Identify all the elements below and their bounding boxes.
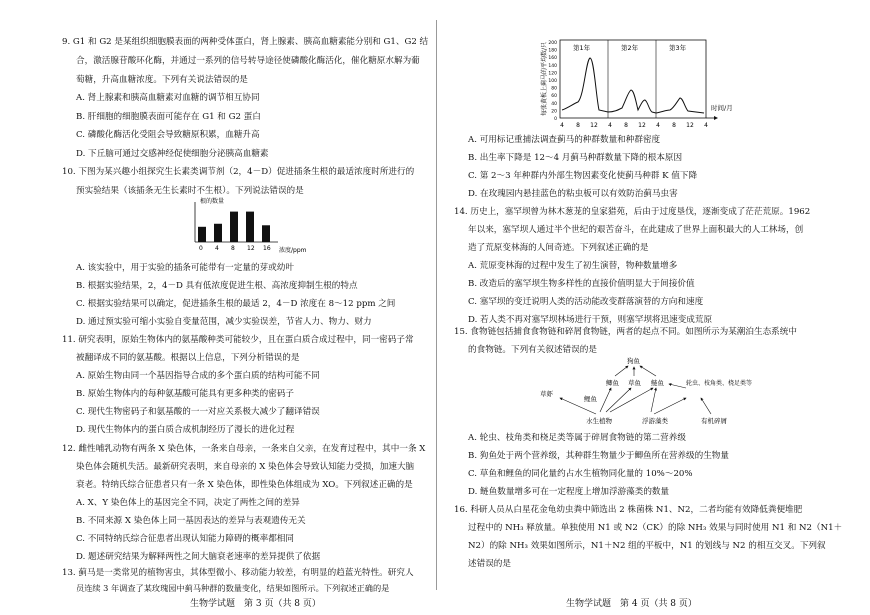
y-tick-40: 40 <box>551 101 557 107</box>
x-tick-7: 8 <box>672 122 676 129</box>
arrow-plants-to-grass-carp <box>606 388 631 412</box>
bar-tick-12: 12 <box>247 245 255 252</box>
q15-stem-line-1: 15. 食物链包括捕食食物链和碎屑食物链，两者的起点不同。如图所示为某潮泊生态系统中 <box>454 327 797 337</box>
q15-option-a: A. 轮虫、枝角类和桡足类等属于碎屑食物链的第二营养级 <box>468 433 686 443</box>
q13-stem-line-1: 13. 蓟马是一类常见的植物害虫，其体型微小、移动能力较差，有明显的趋蓝光特性。研究人 <box>62 568 414 578</box>
q15-stem-line-2: 的食物链。下列有关叙述错误的是 <box>468 345 597 355</box>
y-tick-20: 20 <box>551 109 557 115</box>
arrow-algae-to-silver-carp <box>651 388 656 412</box>
q11-option-d: D. 现代生物体内的蛋白质合成机制经历了漫长的进化过程 <box>76 425 295 435</box>
q9-stem-line-3: 萄糖，升高血糖浓度。下列有关说法错误的是 <box>76 75 248 85</box>
thrips-population-curve <box>562 58 704 113</box>
q13-option-a: A. 可用标记重捕法调查蓟马的种群数量和种群密度 <box>468 135 661 145</box>
arrow-plants-to-carp <box>610 388 653 412</box>
root-count-bar-chart <box>180 196 307 256</box>
arrow-zooplankton-to-silver-carp <box>669 384 686 388</box>
q10-stem-line-2: 预实验结果（该插条无生长素时不生根）。下列说法错误的是 <box>76 186 304 196</box>
q12-option-a: A. X、Y 染色体上的基因完全不同，决定了两性之间的差异 <box>76 498 300 508</box>
q10-option-d: D. 通过预实验可缩小实验自变量范围，减少实验误差，节省人力、物力、财力 <box>76 317 372 327</box>
q14-stem-line-3: 造了荒原变林海的人间奇迹。下列叙述正确的是 <box>468 243 649 253</box>
q13-option-d: D. 在玫瑰园内悬挂蓝色的粘虫板可以有效防治蓟马虫害 <box>468 189 678 199</box>
page-4-footer: 生物学试题 第 4 页（共 8 页） <box>566 599 697 609</box>
food-web-silver-carp: 鲢鱼 <box>651 379 664 387</box>
q9-option-b: B. 肝细胞的细胞膜表面可能存在 G1 和 G2 蛋白 <box>76 112 261 122</box>
q16-stem-line-1: 16. 科研人员从白星花金龟幼虫粪中筛选出 2 株菌株 N1、N2，二者均能有效降低粪便堆肥 <box>454 505 803 515</box>
q12-stem-line-1: 12. 雌性哺乳动物有两条 X 染色体，一条来自母亲，一条来自父亲，在发育过程中，其中一条 X <box>62 444 426 454</box>
q14-stem-line-1: 14. 历史上，塞罕坝曾为林木葱茏的皇家猎苑，后由于过度垦伐，逐渐变成了茫茫荒原。1962 <box>454 207 811 217</box>
q11-option-c: C. 现代生物密码子和氨基酸的一一对应关系极大减少了翻译错误 <box>76 407 320 417</box>
q9-option-a: A. 肾上腺素和胰高血糖素对血糖的调节相互协同 <box>76 93 260 103</box>
q10-stem-line-1: 10. 下图为某兴趣小组探究生长素类调节剂（2，4－D）促进插条生根的最适浓度时所进行的 <box>62 167 415 177</box>
q10-option-a: A. 该实验中，用于实验的插条可能带有一定量的芽或幼叶 <box>76 263 294 273</box>
q12-option-d: D. 题述研究结果为解释两性之间大脑衰老速率的差异提供了依据 <box>76 552 321 562</box>
q10-option-b: B. 根据实验结果，2，4－D 具有低浓度促进生根、高浓度抑制生根的特点 <box>76 281 358 291</box>
q16-stem-line-3: N2）的除 NH₃ 效果如图所示，N1＋N2 组的平板中，N1 的划线与 N2 的相互交叉。下列叙 <box>468 541 826 551</box>
q13-option-c: C. 第 2～3 年种群内外部生物因素变化使蓟马种群 K 值下降 <box>468 171 698 181</box>
q9-option-c: C. 磷酸化酶活化受阻会导致糖原积累，血糖升高 <box>76 130 260 140</box>
page-4 <box>436 0 870 615</box>
bar-chart-ylabel: 根的数量 <box>200 198 225 205</box>
y-tick-140: 140 <box>548 63 557 69</box>
bar-12 <box>246 212 254 242</box>
arrow-detritus-to-zooplankton <box>701 398 711 414</box>
x-tick-0: 4 <box>560 122 564 129</box>
panel-label-year-1: 第1年 <box>573 44 591 52</box>
q11-option-b: B. 原始生物体内的每种氨基酸可能具有更多种类的密码子 <box>76 389 295 399</box>
q9-stem-line-1: 9. G1 和 G2 是某组织细胞膜表面的两种受体蛋白，肾上腺素、胰高血糖素能分别和 G1、G2 结 <box>62 37 429 47</box>
bar-8 <box>230 212 238 242</box>
q16-stem-line-4: 述错误的是 <box>468 559 511 569</box>
q11-stem-line-2: 被翻译成不同的氨基酸。根据以上信息，下列分析错误的是 <box>76 353 300 363</box>
bar-tick-16: 16 <box>263 245 271 252</box>
q12-option-c: C. 不同特纳氏综合征患者出现认知能力障碍的概率都相同 <box>76 534 294 544</box>
y-tick-180: 180 <box>548 48 557 54</box>
arrow-algae-to-zooplankton <box>654 398 686 414</box>
x-tick-9: 4 <box>704 122 708 129</box>
arrow-silver-carp-to-pike <box>640 366 656 376</box>
bar-tick-8: 8 <box>231 245 235 252</box>
bar-16 <box>262 225 270 242</box>
food-web-shrimp: 草虾 <box>540 390 553 398</box>
food-web-algae: 浮游藻类 <box>642 417 668 425</box>
x-tick-4: 8 <box>624 122 628 129</box>
food-web-detritus: 有机碎屑 <box>701 417 727 425</box>
q16-stem-line-2: 过程中的 NH₃ 释放量。单独使用 N1 或 N2（CK）的除 NH₃ 效果与同时使用 N1 和 N2（N1＋ <box>468 523 843 533</box>
x-tick-1: 8 <box>576 122 580 129</box>
q15-option-d: D. 鲢鱼数量增多可在一定程度上增加浮游藻类的数量 <box>468 487 670 497</box>
x-tick-6: 4 <box>656 122 660 129</box>
bar-4 <box>214 224 222 242</box>
x-tick-8: 12 <box>686 122 694 129</box>
q14-option-b: B. 改造后的塞罕坝生物多样性的直接价值明显大于间接价值 <box>468 279 695 289</box>
q12-stem-line-2: 染色体会随机失活。最新研究表明，来自母亲的 X 染色体会导致认知能力受损，加速大脑 <box>76 462 415 472</box>
food-web-carp: 鲤鱼 <box>584 395 597 403</box>
q12-stem-line-3: 衰老。特纳氏综合征患者只有一条 X 染色体，即性染色体组成为 XO。下列叙述正确的是 <box>76 480 413 490</box>
thrips-population-chart <box>528 30 738 132</box>
x-tick-2: 12 <box>590 122 598 129</box>
x-axis-arrowhead <box>714 116 718 120</box>
bar-tick-4: 4 <box>215 245 219 252</box>
q13-option-b: B. 出生率下降是 12～4 月蓟马种群数量下降的根本原因 <box>468 153 683 163</box>
q10-option-c: C. 根据实验结果可以确定，促进插条生根的最适 2，4－D 浓度在 8～12 ppm 之间 <box>76 299 396 309</box>
y-tick-100: 100 <box>548 79 557 84</box>
food-web-pike: 狗鱼 <box>627 357 640 365</box>
q9-option-d: D. 下丘脑可通过交感神经促使细胞分泌胰高血糖素 <box>76 149 269 159</box>
q9-stem-line-2: 合，激活腺苷酸环化酶，并通过一系列的信号转导途径使磷酸化酶活化，催化糖原水解为葡 <box>76 56 420 66</box>
bar-tick-0: 0 <box>199 245 203 252</box>
panel-label-year-2: 第2年 <box>621 44 639 52</box>
bar-chart-xlabel: 浓度/ppm <box>279 247 307 254</box>
x-tick-3: 4 <box>608 122 612 129</box>
y-tick-60: 60 <box>551 94 557 100</box>
y-tick-80: 80 <box>551 86 557 92</box>
food-web-plants: 水生植物 <box>586 417 612 425</box>
q15-option-c: C. 草鱼和鲤鱼的同化量约占水生植物同化量的 10%～20% <box>468 469 693 479</box>
y-tick-120: 120 <box>548 71 557 77</box>
food-web-grass-carp: 草鱼 <box>628 379 641 387</box>
page-3-footer: 生物学试题 第 3 页（共 8 页） <box>190 599 321 609</box>
x-tick-5: 12 <box>638 122 646 129</box>
food-web-zooplankton: 轮虫、枝角类、桡足类等 <box>686 380 753 387</box>
line-chart-ylabel: 每张黄板上蓟马的平均数/只 <box>541 41 548 116</box>
food-web-diagram <box>536 354 776 430</box>
y-tick-200: 200 <box>548 41 557 46</box>
q14-option-d: D. 若人类不再对塞罕坝林场进行干预，则塞罕坝将迅速变成荒原 <box>468 315 713 325</box>
bar-0 <box>198 227 206 242</box>
y-tick-0: 0 <box>554 117 557 122</box>
q11-stem-line-1: 11. 研究表明，原始生物体内的氨基酸种类可能较少，且在蛋白质合成过程中，同一密码子常 <box>62 335 414 345</box>
y-tick-160: 160 <box>548 56 557 62</box>
q11-option-a: A. 原始生物由同一个基因指导合成的多个蛋白质的结构可能不同 <box>76 371 320 381</box>
q14-option-a: A. 荒原变林海的过程中发生了初生演替，物种数量增多 <box>468 261 678 271</box>
q15-option-b: B. 狗鱼处于两个营养级，其种群生物量少于鲫鱼所在营养级的生物量 <box>468 451 729 461</box>
panel-label-year-3: 第3年 <box>669 44 687 52</box>
q14-stem-line-2: 年以来，塞罕坝人通过半个世纪的艰苦奋斗，在此建成了世界上面积最大的人工林场，创 <box>468 225 804 235</box>
q12-option-b: B. 不同来源 X 染色体上同一基因表达的差异与表观遗传无关 <box>76 516 306 526</box>
line-chart-xlabel: 时间/月 <box>711 104 733 112</box>
arrow-crucian-to-pike <box>615 366 628 376</box>
q14-option-c: C. 塞罕坝的变迁说明人类的活动能改变群落演替的方向和速度 <box>468 297 704 307</box>
food-web-crucian: 鲫鱼 <box>606 379 619 387</box>
q13-stem-line-2: 员连续 3 年调查了某玫瑰园中蓟马种群的数量变化，结果如图所示。下列叙述正确的是 <box>76 583 390 593</box>
